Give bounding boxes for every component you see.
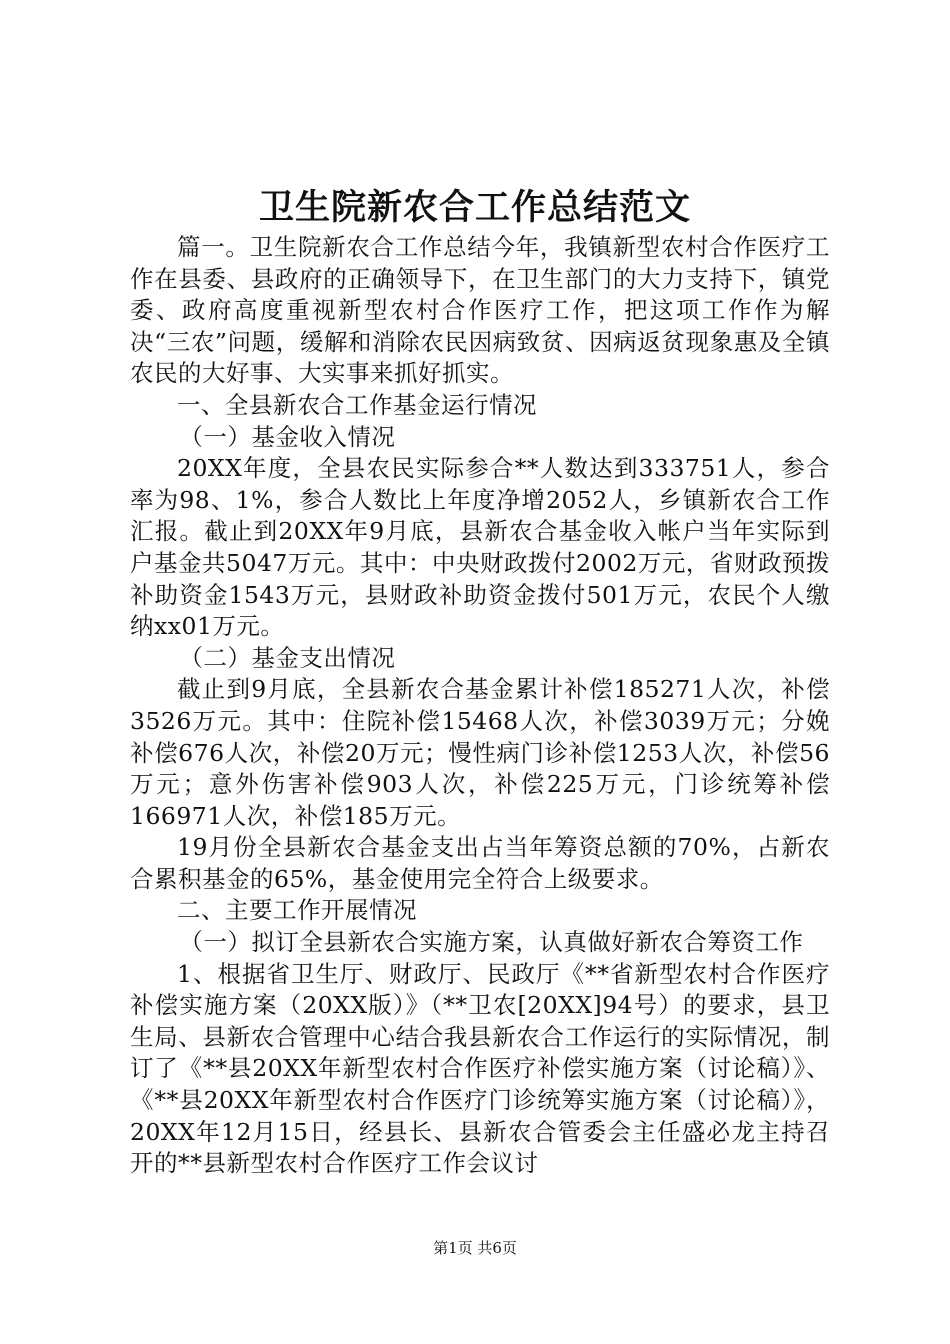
document-title: 卫生院新农合工作总结范文 <box>258 187 691 228</box>
paragraph-fund-expenditure: 截止到9月底，全县新农合基金累计补偿185271人次，补偿3526万元。其中：住院补偿15468人次，补偿3039万元；分娩补偿676人次，补偿20万元；慢性病门诊补偿1253人次，补偿56万元；意外伤害补偿903人次，补偿225万元，门诊统筹补偿166971人次，补偿185万元。 <box>130 675 830 830</box>
document-body <box>130 232 830 1180</box>
subheading-fund-expenditure: （二）基金支出情况 <box>179 643 396 672</box>
heading-main-work: 二、主要工作开展情况 <box>177 896 417 925</box>
page-footer: 第1页 共6页 <box>433 1239 517 1257</box>
paragraph-fund-ratio: 19月份全县新农合基金支出占当年筹资总额的70%，占新农合累积基金的65%，基金使用完全符合上级要求。 <box>130 833 830 893</box>
subheading-fund-income: （一）基金收入情况 <box>179 422 396 451</box>
paragraph-fund-income: 20XX年度，全县农民实际参合**人数达到333751人，参合率为98、1%，参合人数比上年度净增2052人，乡镇新农合工作汇报。截止到20XX年9月底，县新农合基金收入帐户当年实际到户基金共5047万元。其中：中央财政拨付2002万元，省财政预拨补助资金1543万元，县财政补助资金拨付501万元，农民个人缴纳xx01万元。 <box>130 454 830 641</box>
subheading-implementation-plan: （一）拟订全县新农合实施方案，认真做好新农合筹资工作 <box>179 928 804 957</box>
paragraph-implementation-plan: 1、根据省卫生厅、财政厅、民政厅《**省新型农村合作医疗补偿实施方案（20XX版）》（**卫农[20XX]94号）的要求，县卫生局、县新农合管理中心结合我县新农合工作运行的实际情况，制订了《**县20XX年新型农村合作医疗补偿实施方案（讨论稿）》、《**县20XX年新型农村合作医疗门诊统筹实施方案（讨论稿）》，20XX年12月15日，经县长、县新农合管委会主任盛必龙主持召开的**县新型农村合作医疗工作会议讨 <box>130 959 830 1178</box>
heading-fund-operation: 一、全县新农合工作基金运行情况 <box>177 390 537 419</box>
paragraph-intro: 篇一。卫生院新农合工作总结今年，我镇新型农村合作医疗工作在县委、县政府的正确领导下，在卫生部门的大力支持下，镇党委、政府高度重视新型农村合作医疗工作，把这项工作作为解决“三农”问题，缓解和消除农民因病致贫、因病返贫现象惠及全镇农民的大好事、大实事来抓好抓实。 <box>130 233 830 388</box>
